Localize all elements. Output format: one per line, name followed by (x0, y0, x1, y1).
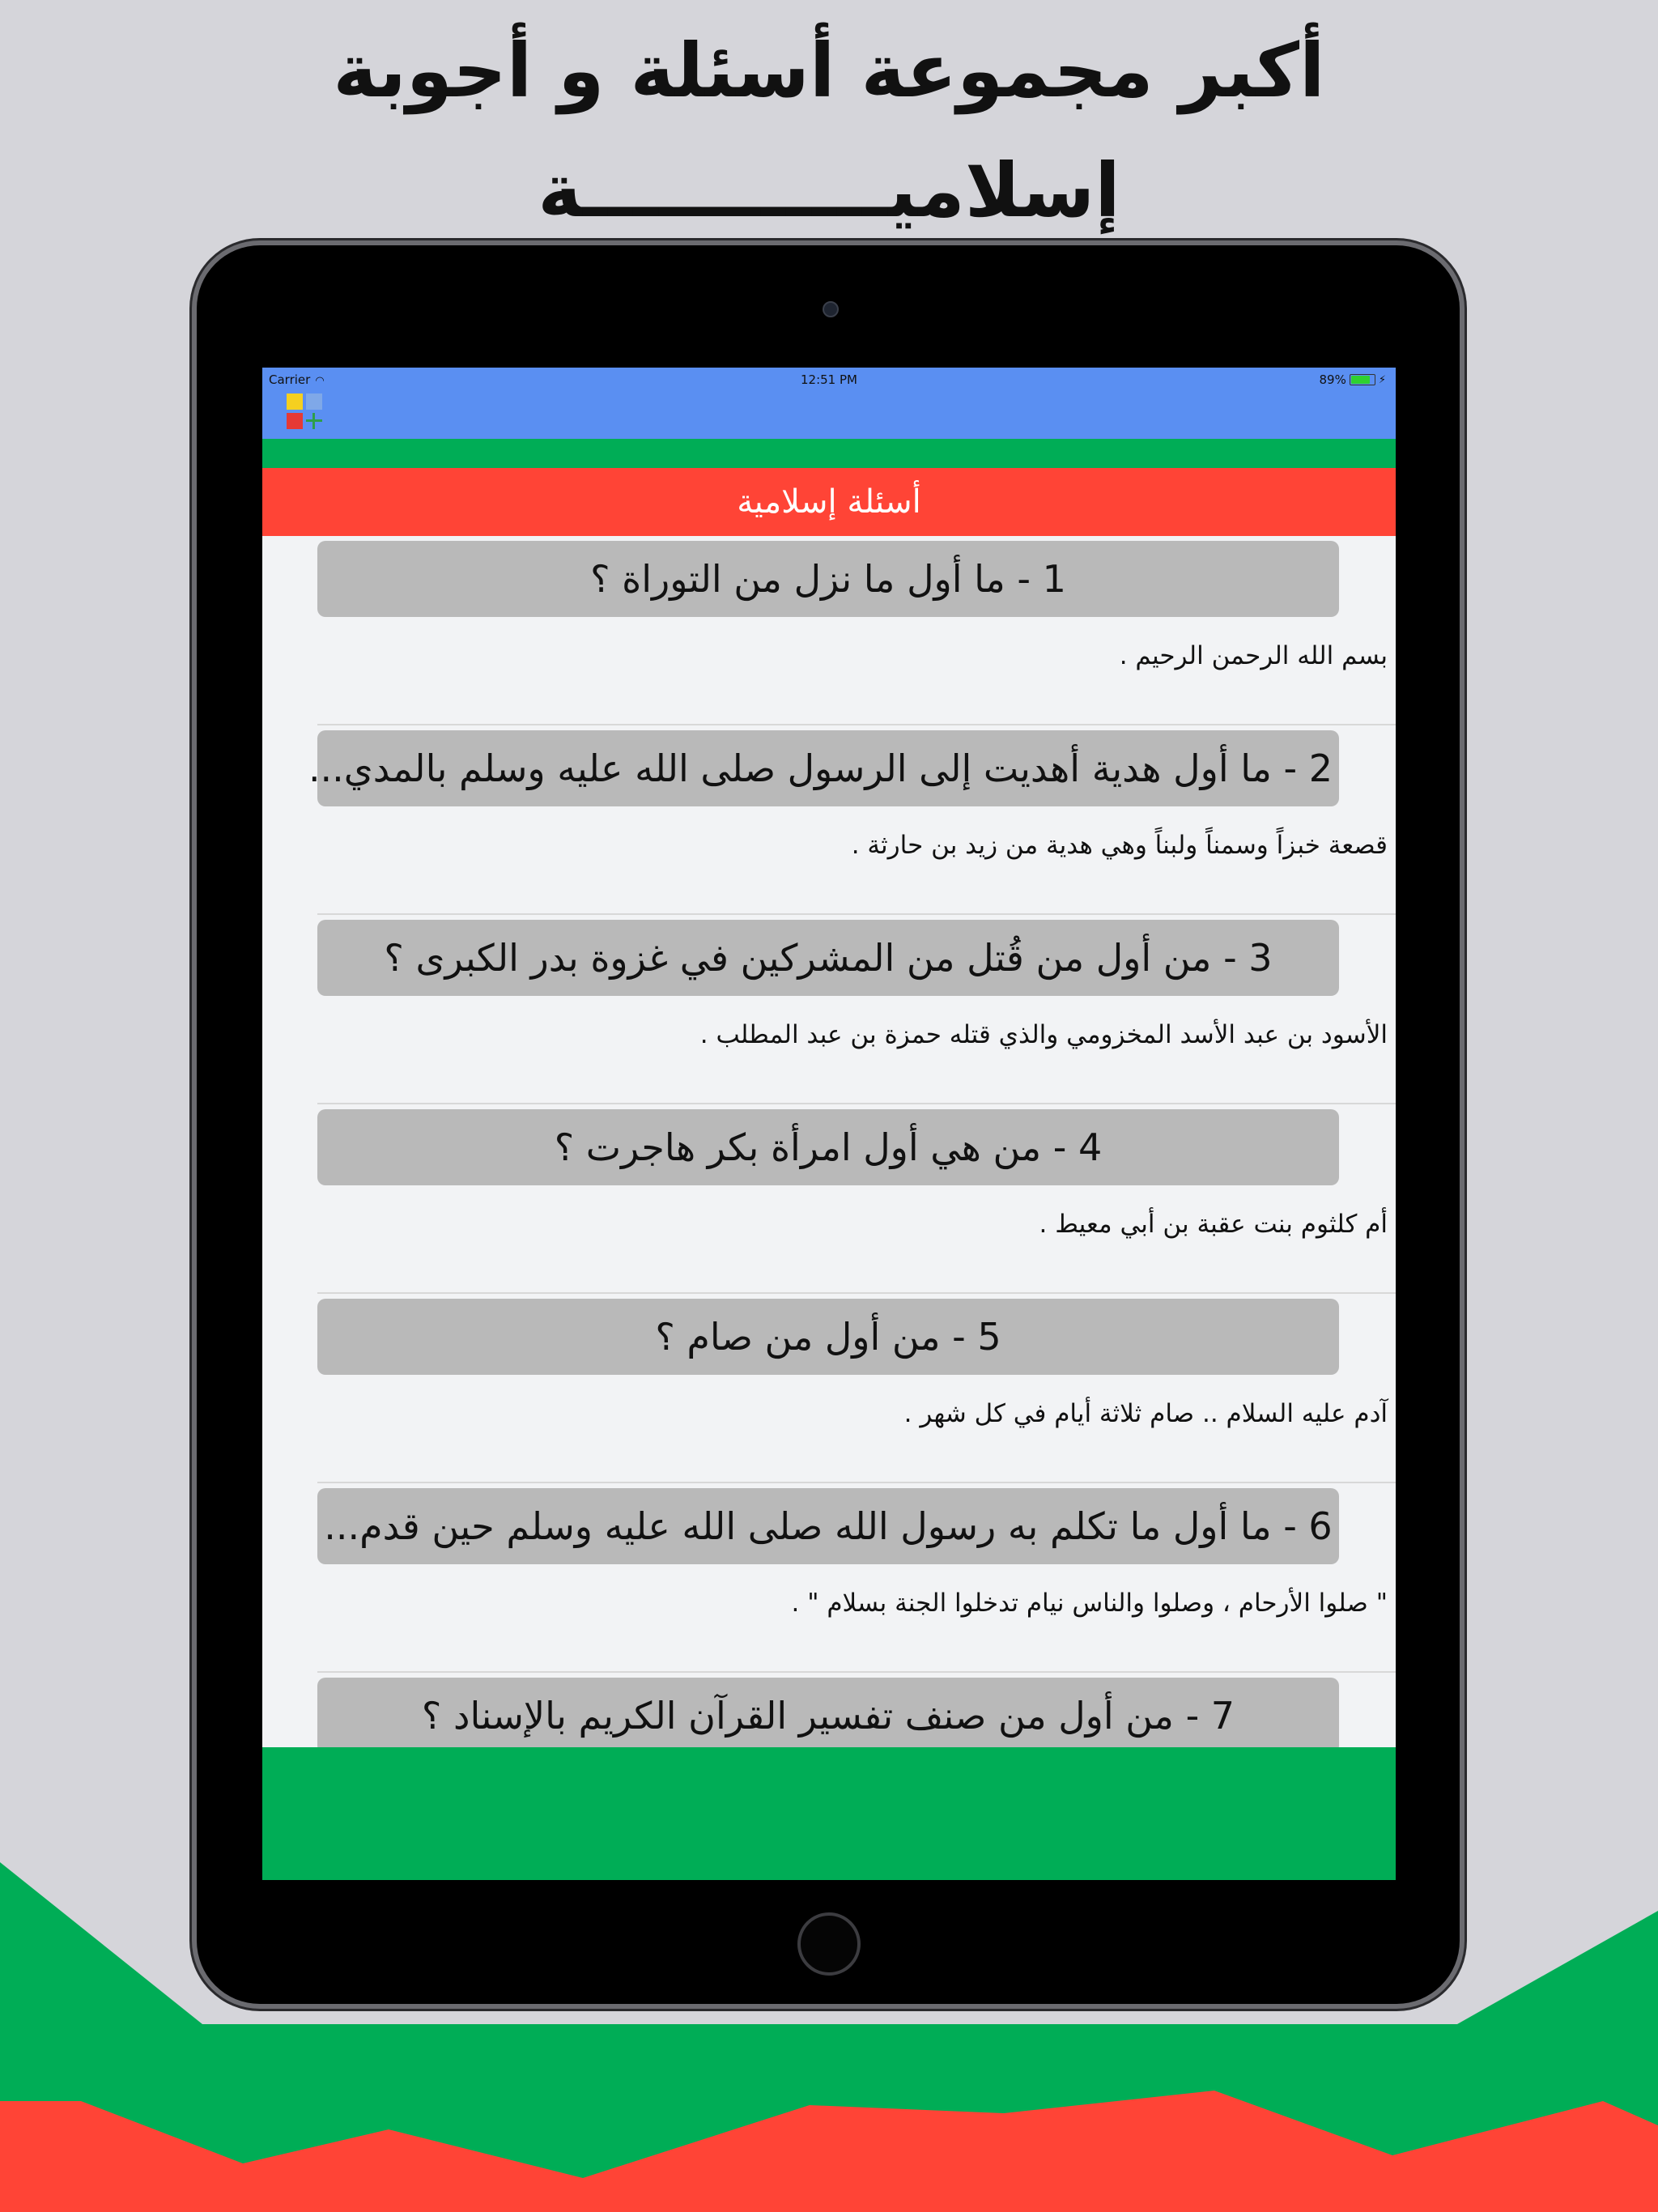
status-battery (1320, 372, 1386, 387)
app-logo-icon (285, 392, 325, 432)
app-title: أسئلة إسلامية (262, 468, 1396, 536)
question-button[interactable]: 6 - ما أول ما تكلم به رسول الله صلى الله عليه وسلم حين قدم... (317, 1488, 1339, 1564)
app-screen (262, 368, 1396, 1880)
question-button[interactable]: 4 - من هي أول امرأة بكر هاجرت ؟ (317, 1109, 1339, 1185)
question-button[interactable]: 1 - ما أول ما نزل من التوراة ؟ (317, 541, 1339, 617)
question-button[interactable]: 2 - ما أول هدية أهديت إلى الرسول صلى الله عليه وسلم بالمدي... (317, 730, 1339, 806)
status-time: 12:51 PM (801, 372, 857, 387)
question-button[interactable]: 7 - من أول من صنف تفسير القرآن الكريم بالإسناد ؟ (317, 1678, 1339, 1754)
status-bar (262, 368, 1396, 439)
charging-bolt-icon: ⚡ (1378, 373, 1386, 386)
answer-text: " صلوا الأرحام ، وصلوا والناس نيام تدخلوا الجنة بسلام " . (791, 1589, 1388, 1618)
answer-text: قصعة خبزاً وسمناً ولبناً وهي هدية من زيد بن حارثة . (851, 831, 1388, 860)
carrier-label: Carrier (269, 372, 311, 387)
qa-list[interactable] (262, 536, 1396, 1738)
qa-item (262, 1294, 1396, 1483)
question-button[interactable]: 3 - من أول من قُتل من المشركين في غزوة بدر الكبرى ؟ (317, 920, 1339, 996)
green-strip (262, 439, 1396, 468)
answer-text: بسم الله الرحمن الرحيم . (1119, 641, 1388, 670)
answer-text: الأسود بن عبد الأسد المخزومي والذي قتله حمزة بن عبد المطلب . (699, 1020, 1388, 1049)
wifi-icon: ◠ (315, 375, 325, 387)
qa-item (262, 1104, 1396, 1294)
headline-line-2: إسلاميــــــــــــة (538, 147, 1120, 234)
battery-icon (1350, 374, 1375, 385)
headline-line-1: أكبر مجموعة أسئلة و أجوبة (333, 28, 1325, 114)
bottom-banner (262, 1747, 1396, 1880)
question-button[interactable]: 5 - من أول من صام ؟ (317, 1299, 1339, 1375)
camera-icon (823, 301, 839, 317)
answer-text: آدم عليه السلام .. صام ثلاثة أيام في كل شهر . (903, 1399, 1388, 1428)
battery-percent: 89% (1319, 372, 1346, 387)
qa-item (262, 915, 1396, 1104)
qa-item (262, 1483, 1396, 1673)
qa-item (262, 536, 1396, 725)
battery-fill (1351, 376, 1370, 384)
home-button[interactable] (797, 1912, 861, 1976)
answer-text: أم كلثوم بنت عقبة بن أبي معيط . (1039, 1210, 1388, 1239)
qa-item (262, 725, 1396, 915)
